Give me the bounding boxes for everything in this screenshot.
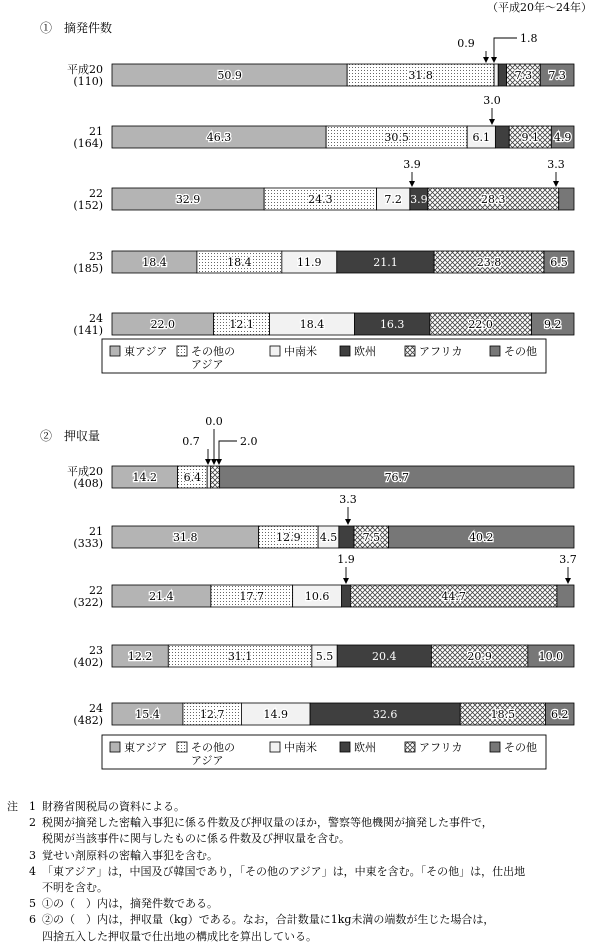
callout-label: 3.9 <box>403 158 421 171</box>
legend-label: 欧州 <box>354 741 376 754</box>
data-label: 12.7 <box>199 708 225 721</box>
data-label: 18.4 <box>299 318 325 331</box>
callout-arrow <box>343 578 349 584</box>
legend-label: その他 <box>504 345 537 358</box>
category-count: (408) <box>73 477 103 490</box>
callout-label: 1.9 <box>337 553 355 566</box>
callout-label: 3.3 <box>547 158 565 171</box>
data-label: 40.2 <box>469 531 494 544</box>
data-label: 24.3 <box>308 193 333 206</box>
category-year: 24 <box>89 702 103 715</box>
callout-arrow <box>491 57 497 63</box>
category-count: (152) <box>73 199 103 212</box>
legend-label: アフリカ <box>419 741 463 754</box>
callout-label: 0.9 <box>457 37 475 50</box>
category-count: (322) <box>73 596 103 609</box>
chart-title: ① 摘発件数 <box>40 21 113 35</box>
category-year: 21 <box>89 125 103 138</box>
category-count: (185) <box>73 262 103 275</box>
note-number: 4 <box>29 864 36 878</box>
note-text: 税関が摘発した密輸入事犯に係る件数及び押収量のほか，警察等他機関が摘発した事件で， <box>42 816 493 830</box>
data-label: 7.5 <box>362 531 381 544</box>
note-text: ①の（ ）内は，摘発件数である。 <box>42 897 218 911</box>
legend-label-line2: アジア <box>191 754 224 767</box>
data-label: 20.9 <box>467 650 492 663</box>
data-label: 17.7 <box>239 590 265 603</box>
data-label: 12.2 <box>127 650 153 663</box>
data-label: 6.5 <box>550 256 568 269</box>
note-text: ②の（ ）内は，押収量（kg）である。なお，合計数量に1kg未満の端数が生じた場合は， <box>42 913 495 927</box>
data-label: 28.3 <box>481 193 506 206</box>
data-label: 50.9 <box>217 69 242 82</box>
category-year: 24 <box>89 312 103 325</box>
bar-segment <box>494 64 498 86</box>
category-count: (164) <box>73 137 103 150</box>
callout-arrow <box>211 459 217 465</box>
callout-line <box>494 38 517 60</box>
legend-label: 中南米 <box>284 741 317 754</box>
data-label: 31.1 <box>227 650 253 663</box>
category-count: (141) <box>73 324 103 337</box>
data-label: 3.9 <box>410 193 428 206</box>
data-label: 31.8 <box>408 69 433 82</box>
note-number: 5 <box>29 897 36 911</box>
data-label: 30.5 <box>384 131 409 144</box>
bar-segment <box>559 188 574 210</box>
category-year: 22 <box>89 187 103 200</box>
data-label: 22.0 <box>468 318 493 331</box>
legend-swatch <box>270 742 280 752</box>
legend-swatch <box>110 346 120 356</box>
period-label: （平成20年～24年） <box>487 1 592 14</box>
data-label: 14.9 <box>263 708 288 721</box>
callout-arrow <box>409 181 415 187</box>
callout-label: 3.0 <box>483 94 501 107</box>
data-label: 18.5 <box>490 708 516 721</box>
data-label: 18.4 <box>142 256 167 269</box>
note-number: 2 <box>29 816 36 830</box>
legend-label: その他 <box>504 741 537 754</box>
bar-segment <box>210 466 219 488</box>
data-label: 46.3 <box>206 131 232 144</box>
callout-line <box>219 441 237 462</box>
data-label: 18.4 <box>227 256 252 269</box>
callout-label: 1.8 <box>520 32 538 45</box>
legend-swatch <box>490 346 500 356</box>
callout-arrow <box>345 519 351 525</box>
legend-swatch <box>490 742 500 752</box>
data-label: 14.2 <box>132 471 158 484</box>
data-label: 31.8 <box>173 531 198 544</box>
note-line <box>0 881 108 895</box>
category-year: 22 <box>89 584 103 597</box>
data-label: 21.1 <box>373 256 398 269</box>
data-label: 15.4 <box>135 708 160 721</box>
legend-label-line2: アジア <box>191 358 224 371</box>
callout-arrow <box>553 181 559 187</box>
data-label: 6.4 <box>183 471 202 484</box>
data-label: 16.3 <box>379 318 405 331</box>
callout-arrow <box>216 459 222 465</box>
data-label: 9.1 <box>521 131 540 144</box>
note-line <box>0 930 317 944</box>
data-label: 12.9 <box>276 531 301 544</box>
legend-swatch <box>405 346 415 356</box>
bar-segment <box>557 585 574 607</box>
note-number: 注 1 <box>7 800 36 813</box>
legend-swatch <box>270 346 280 356</box>
callout-label: 2.0 <box>240 435 258 448</box>
legend-label: アフリカ <box>419 345 463 358</box>
category-year: 21 <box>89 525 103 538</box>
data-label: 9.2 <box>543 318 562 331</box>
bar-segment <box>498 64 506 86</box>
data-label: 76.7 <box>384 471 410 484</box>
note-text: 「東アジア」は，中国及び韓国であり，「その他のアジア」は，中東を含む。「その他」は，仕出地 <box>42 864 526 878</box>
note-text: 税関が当該事件に関与したものに係る件数及び押収量を含む。 <box>42 832 350 846</box>
note-line <box>0 897 218 911</box>
category-year: 平成20 <box>67 465 103 478</box>
data-label: 44.7 <box>441 590 466 603</box>
data-label: 21.4 <box>149 590 174 603</box>
callout-arrow <box>565 578 571 584</box>
data-label: 6.1 <box>472 131 491 144</box>
callout-label: 0.7 <box>182 435 200 448</box>
note-number: 3 <box>29 848 36 862</box>
note-text: 不明を含む。 <box>42 881 108 894</box>
note-line <box>0 913 494 927</box>
data-label: 7.3 <box>548 69 566 82</box>
chart-title: ② 押収量 <box>40 429 101 443</box>
callout-label: 3.7 <box>559 553 577 566</box>
legend-swatch <box>110 742 120 752</box>
data-label: 6.2 <box>550 708 569 721</box>
bar-segment <box>207 466 210 488</box>
data-label: 7.3 <box>514 69 533 82</box>
legend-box <box>102 735 546 769</box>
data-label: 32.6 <box>372 708 398 721</box>
legend-label: 中南米 <box>284 345 317 358</box>
legend-label: 欧州 <box>354 345 376 358</box>
category-count: (482) <box>73 714 103 727</box>
callout-label: 0.0 <box>205 415 223 428</box>
category-count: (402) <box>73 656 103 669</box>
category-year: 23 <box>89 250 103 263</box>
data-label: 10.0 <box>538 650 564 663</box>
category-count: (110) <box>73 75 103 88</box>
note-text: 四捨五入した押収量で仕出地の構成比を算出している。 <box>42 929 317 943</box>
data-label: 5.5 <box>315 650 334 663</box>
note-line <box>0 832 350 846</box>
note-text: 財務省関税局の資料による。 <box>42 800 185 813</box>
data-label: 23.8 <box>476 256 502 269</box>
legend-label: その他の <box>191 741 235 754</box>
data-label: 11.9 <box>297 256 322 269</box>
legend-label: その他の <box>191 345 235 358</box>
callout-arrow <box>483 57 489 63</box>
legend-swatch <box>340 346 350 356</box>
legend-swatch <box>177 346 187 356</box>
legend-label: 東アジア <box>124 741 168 754</box>
category-year: 23 <box>89 644 103 657</box>
note-line <box>0 816 493 830</box>
data-label: 7.2 <box>384 193 402 206</box>
data-label: 22.0 <box>150 318 176 331</box>
category-count: (333) <box>73 537 103 550</box>
legend-swatch <box>405 742 415 752</box>
note-line <box>0 849 218 863</box>
data-label: 4.9 <box>553 131 572 144</box>
bar-segment <box>339 526 354 548</box>
note-line <box>0 800 185 814</box>
data-label: 20.4 <box>372 650 397 663</box>
legend-label: 東アジア <box>124 345 168 358</box>
data-label: 10.6 <box>304 590 330 603</box>
legend-swatch <box>177 742 187 752</box>
data-label: 32.9 <box>175 193 201 206</box>
callout-arrow <box>205 459 211 465</box>
legend-swatch <box>340 742 350 752</box>
data-label: 4.5 <box>319 531 338 544</box>
note-line <box>0 865 525 879</box>
callout-arrow <box>489 119 495 125</box>
bar-segment <box>342 585 351 607</box>
note-text: 覚せい剤原料の密輸入事犯を含む。 <box>42 848 218 862</box>
legend-box <box>102 339 546 373</box>
category-year: 平成20 <box>67 63 103 76</box>
note-number: 6 <box>29 913 36 927</box>
bar-segment <box>495 126 509 148</box>
data-label: 12.1 <box>229 318 254 331</box>
callout-label: 3.3 <box>339 493 357 506</box>
